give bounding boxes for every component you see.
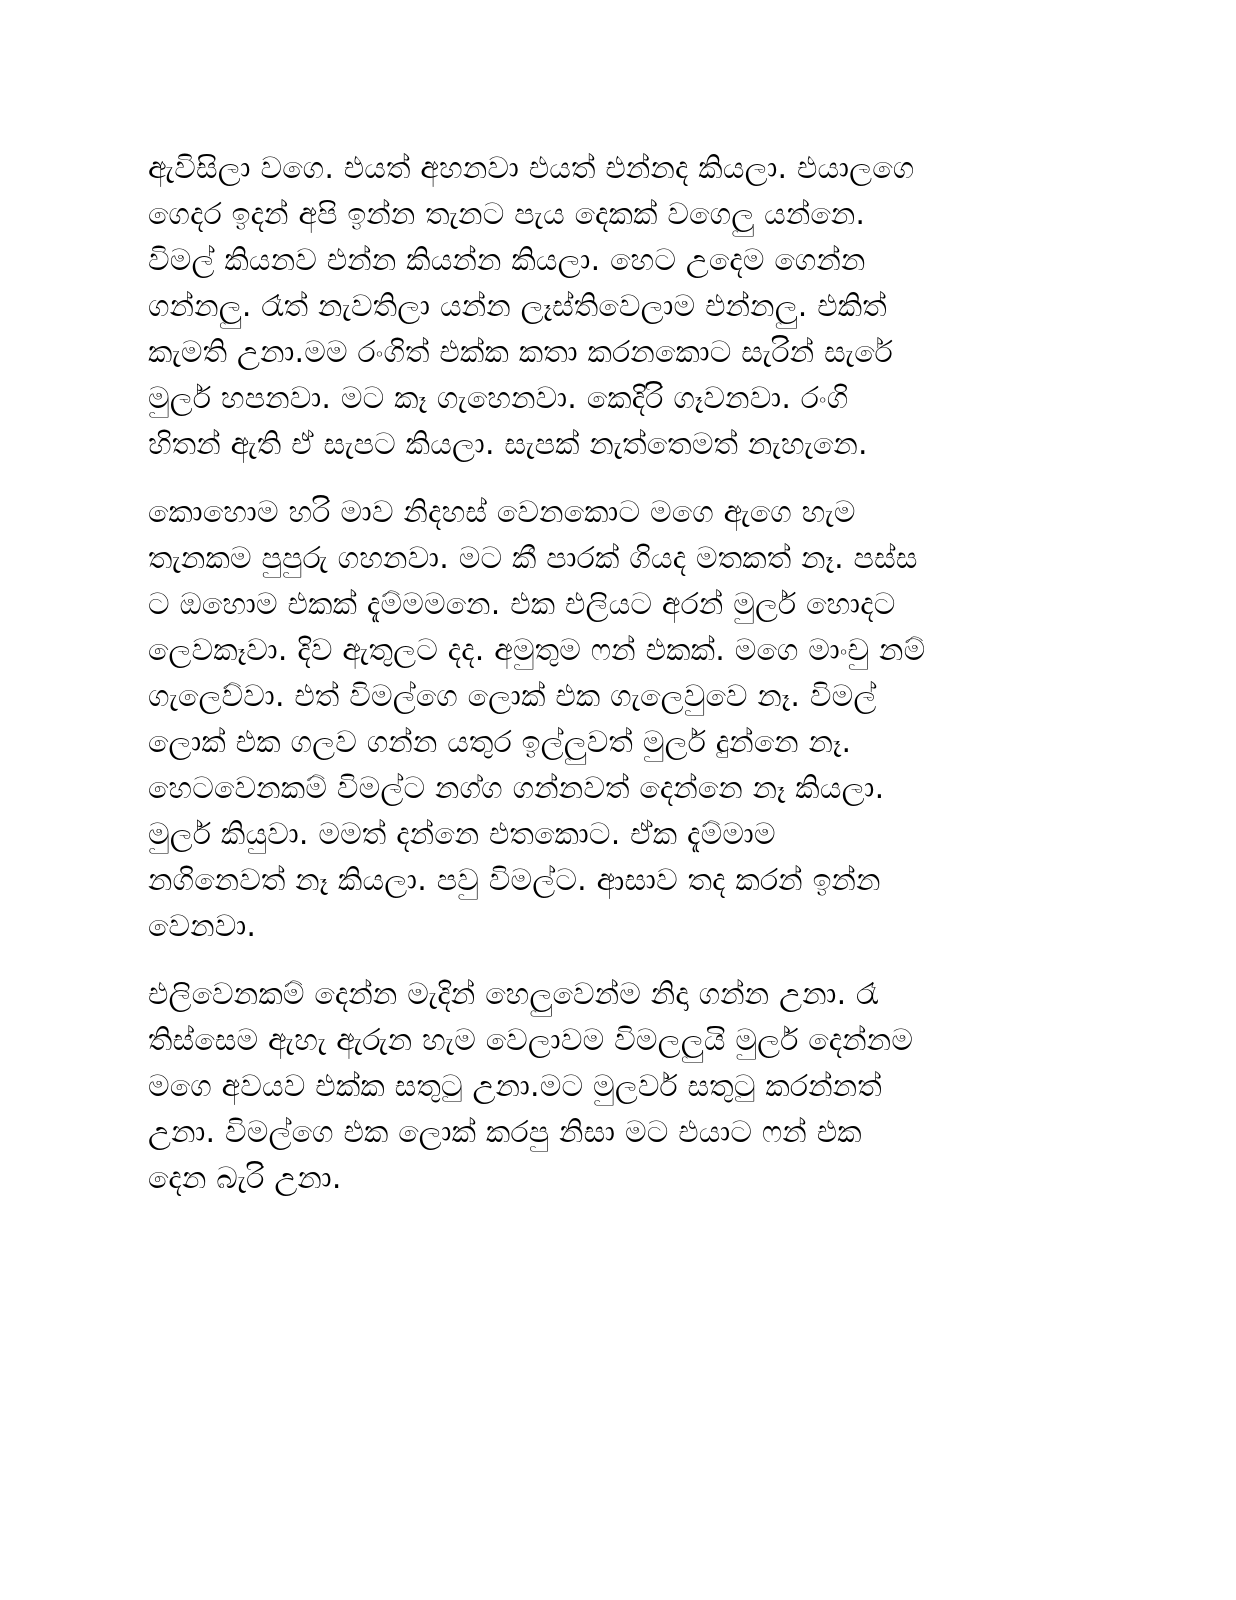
text-line: එලිවෙනකම් දෙන්න මැදින් හෙලුවෙන්ම නිදා ගන්න උනා. රෑ: [148, 977, 879, 1012]
text-line: නගිනෙවත් නෑ කියලා. පවු විමල්ට. ආසාව තද කරන් ඉන්න: [148, 863, 881, 898]
text-line: මුලර් කියුවා. මමත් දන්නෙ එතකොට. ඒක දැම්මාම: [148, 817, 776, 852]
text-line: මගෙ අවයව එක්ක සතුටු උනා.මට මුලර්ව සතුටු කරන්නත්: [148, 1069, 882, 1104]
text-line: හිතන් ඇති ඒ සැපට කියලා. සැපක් නැත්තෙමත් නැහැනෙ.: [148, 427, 868, 462]
text-line: දෙන බැරි උනා.: [148, 1161, 342, 1196]
paragraph: [148, 490, 1088, 950]
body-text: [148, 146, 1088, 1224]
paragraph: [148, 972, 1088, 1202]
text-line: කැමති උනා.මම රංගිත් එක්ක කතා කරනකොට සැරින් සැරේ: [148, 335, 893, 370]
text-line: තැනකම පුපුරු ගහනවා. මට කී පාරක් ගියද මතකත් නෑ. පස්ස: [148, 541, 918, 576]
text-line: මුලර් හපනවා. මට කෑ ගැහෙනවා. කෙදිරි ගෑවනවා. රංගි: [148, 381, 849, 416]
text-line: ගෙදර ඉදන් අපි ඉන්න තැනට පැය දෙකක් වගෙලු යන්නෙ.: [148, 197, 866, 232]
text-line: කොහොම හරි මාව නිදහස් වෙනකොට මගෙ ඇගෙ හැම: [148, 495, 856, 530]
text-line: විමල් කියනව එන්න කියන්න කියලා. හෙට උදෙම ගෙන්න: [148, 243, 866, 278]
text-line: ගන්නලු. රෑත් නැවතිලා යන්න ලෑස්තිවෙලාම එන්නලු. එකිත්: [148, 289, 887, 324]
text-line: ගැලෙව්වා. එත් විමල්ගෙ ලොක් එක ගැලෙවුවෙ නෑ. විමල්: [148, 679, 877, 714]
text-line: ඇවිසිලා වගෙ. එයත් අහනවා එයත් එන්නද කියලා. එයාලගෙ: [148, 151, 915, 186]
text-line: තිස්සෙම ඇහැ ඇරුන හැම වෙලාවම විමලලුයි මුලර් දෙන්නම: [148, 1023, 914, 1058]
paragraph: [148, 146, 1088, 468]
text-line: හෙටවෙනකම් විමල්ට නග්ග ගන්නවත් දෙන්නෙ නෑ කියලා.: [148, 771, 885, 806]
text-line: ලෙවකෑවා. දිව ඇතුලට දද. අමුතුම ෆන් එකක්. මගෙ මාංචු නම්: [148, 633, 926, 668]
text-line: ට ඔහොම එකක් දැම්මමනෙ. එක එලියට අරන් මුලර් හොදට: [148, 587, 896, 622]
text-line: වෙනවා.: [148, 909, 257, 944]
text-line: ලොක් එක ගලව ගන්න යතුර ඉල්ලුවත් මුලර් දුන්නෙ නෑ.: [148, 725, 852, 760]
text-line: උනා. විමල්ගෙ එක ලොක් කරපු නිසා මට එයාට ෆන් එක: [148, 1115, 862, 1150]
